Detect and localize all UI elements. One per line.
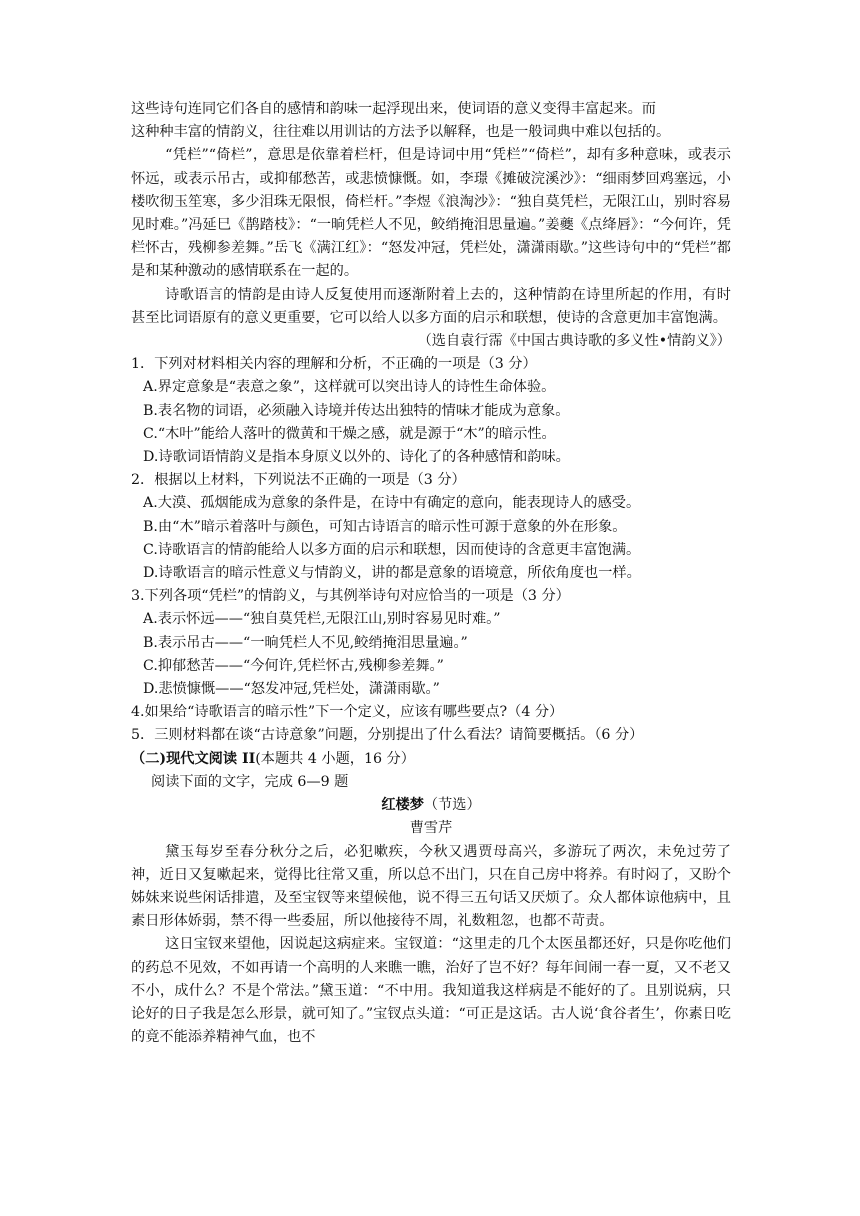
question-2-option-a: A.大漠、孤烟能成为意象的条件是，在诗中有确定的意向，能表现诗人的感受。 (143, 495, 641, 512)
question-3: 3.下列各项“凭栏”的情韵义，与其例举诗句对应恰当的一项是（3 分） (131, 588, 570, 605)
section-heading (131, 748, 731, 771)
material-source: （选自袁行霈《中国古典诗歌的多义性•情韵义》） (417, 333, 731, 350)
question-2-option-b: B.由“木”暗示着落叶与颜色，可知古诗语言的暗示性可源于意象的外在形象。 (143, 518, 627, 535)
passage-title-text: 红楼梦 (381, 797, 424, 814)
material-paragraph-3: 诗歌语言的情韵是由诗人反复使用而逐渐附着上去的，这种情韵在诗里所起的作用，有时甚至比词语原有的意义更重要，它可以给人以多方面的启示和联想，使诗的含意更加丰富饱满。 (131, 286, 731, 326)
paragraph-line: 这些诗句连同它们各自的感情和韵味一起浮现出来，使词语的意义变得丰富起来。而 (131, 101, 656, 117)
question-1-option-d: D.诗歌词语情韵义是指本身原义以外的、诗化了的各种感情和韵味。 (143, 449, 570, 466)
question-1-option-a: A.界定意象是“表意之象”，这样就可以突出诗人的诗性生命体验。 (143, 379, 556, 396)
question-3-option-a: A.表示怀远——“独自莫凭栏,无限江山,别时容易见时难。” (143, 611, 501, 628)
question-1-option-b: B.表名物的词语，必须融入诗境并传达出独特的情味才能成为意象。 (143, 402, 570, 419)
question-4: 4.如果给“诗歌语言的暗示性”下一个定义，应该有哪些要点?（4 分） (131, 704, 564, 721)
section-instruction: 阅读下面的文字，完成 6—9 题 (151, 773, 349, 790)
question-5: 5．三则材料都在谈“古诗意象”问题，分别提出了什么看法？请简要概括。（6 分） (131, 727, 644, 744)
passage-author: 曹雪芹 (409, 820, 453, 837)
question-1: 1．下列对材料相关内容的理解和分析，不正确的一项是（3 分） (131, 356, 537, 373)
question-3-option-c: C.抑郁愁苦——“今何许,凭栏怀古,残柳参差舞。” (143, 657, 444, 674)
passage-title (131, 794, 731, 817)
paragraph-line: 这种种丰富的情韵义，往往难以用训诂的方法予以解释，也是一般词典中难以包括的。 (131, 124, 671, 141)
passage-title-note: （节选） (423, 797, 481, 814)
section-heading-detail: (本题共 4 小题，16 分） (255, 750, 415, 767)
question-2-option-c: C.诗歌语言的情韵能给人以多方面的启示和联想，因而使诗的含意更丰富饱满。 (143, 541, 641, 558)
material-paragraph-2: “凭栏”“倚栏”，意思是依靠着栏杆，但是诗词中用“凭栏”“倚栏”，却有多种意味，或表示怀远，或表示吊古，或抑郁愁苦，或悲愤慷慨。如，李璟《摊破浣溪沙》：“细雨梦回鸡塞远，小楼吹彻玉笙寒，多少泪珠无限恨，倚栏杆。”李煜《浪淘沙》：“独自莫凭栏，无限江山，别时容易见时难。”冯延巳《鹊踏枝》：“一晌凭栏人不见，鲛绡掩泪思量遍。”姜夔《点绛唇》：“今何许，凭栏怀古，残柳参差舞。”岳飞《满江红》：“怒发冲冠，凭栏处，潇潇雨歇。”这些诗句中的“凭栏”都是和某种激动的感情联系在一起的。 (131, 147, 731, 280)
question-1-option-c: C.“木叶”能给人落叶的微黄和干燥之感，就是源于“木”的暗示性。 (143, 425, 556, 442)
question-2: 2．根据以上材料，下列说法不正确的一项是（3 分） (131, 472, 466, 489)
material-paragraph-1 (131, 98, 731, 144)
section-heading-label: （二)现代文阅读 II (131, 750, 256, 767)
passage-paragraph-2: 这日宝钗来望他，因说起这病症来。宝钗道：“这里走的几个太医虽都还好，只是你吃他们的药总不见效，不如再请一个高明的人来瞧一瞧，治好了岂不好？每年间闹一春一夏，又不老又不小，成什么？不是个常法。”黛玉道：“不中用。我知道我这样病是不能好的了。且别说病，只论好的日子我是怎么形景，就可知了。”宝钗点头道：“可正是这话。古人说‘食谷者生’，你素日吃的竟不能添养精神气血，也不 (131, 936, 731, 1046)
document-page (131, 98, 731, 1049)
question-3-option-d: D.悲愤慷慨——“怒发冲冠,凭栏处，潇潇雨歇。” (143, 681, 440, 698)
question-3-option-b: B.表示吊古——“一晌凭栏人不见,鲛绡掩泪思量遍。” (143, 634, 468, 651)
question-2-option-d: D.诗歌语言的暗示性意义与情韵义，讲的都是意象的语境意，所依角度也一样。 (143, 565, 641, 582)
passage-paragraph-1: 黛玉每岁至春分秋分之后，必犯嗽疾，今秋又遇贾母高兴，多游玩了两次，未免过劳了神，近日又复嗽起来，觉得比往常又重，所以总不出门，只在自己房中将养。有时闷了，又盼个姊妹来说些闲话排遣，及至宝钗等来望候他，说不得三五句话又厌烦了。众人都体谅他病中，且素日形体娇弱，禁不得一些委屈，所以他接待不周，礼数粗忽，也都不苛责。 (131, 843, 731, 930)
